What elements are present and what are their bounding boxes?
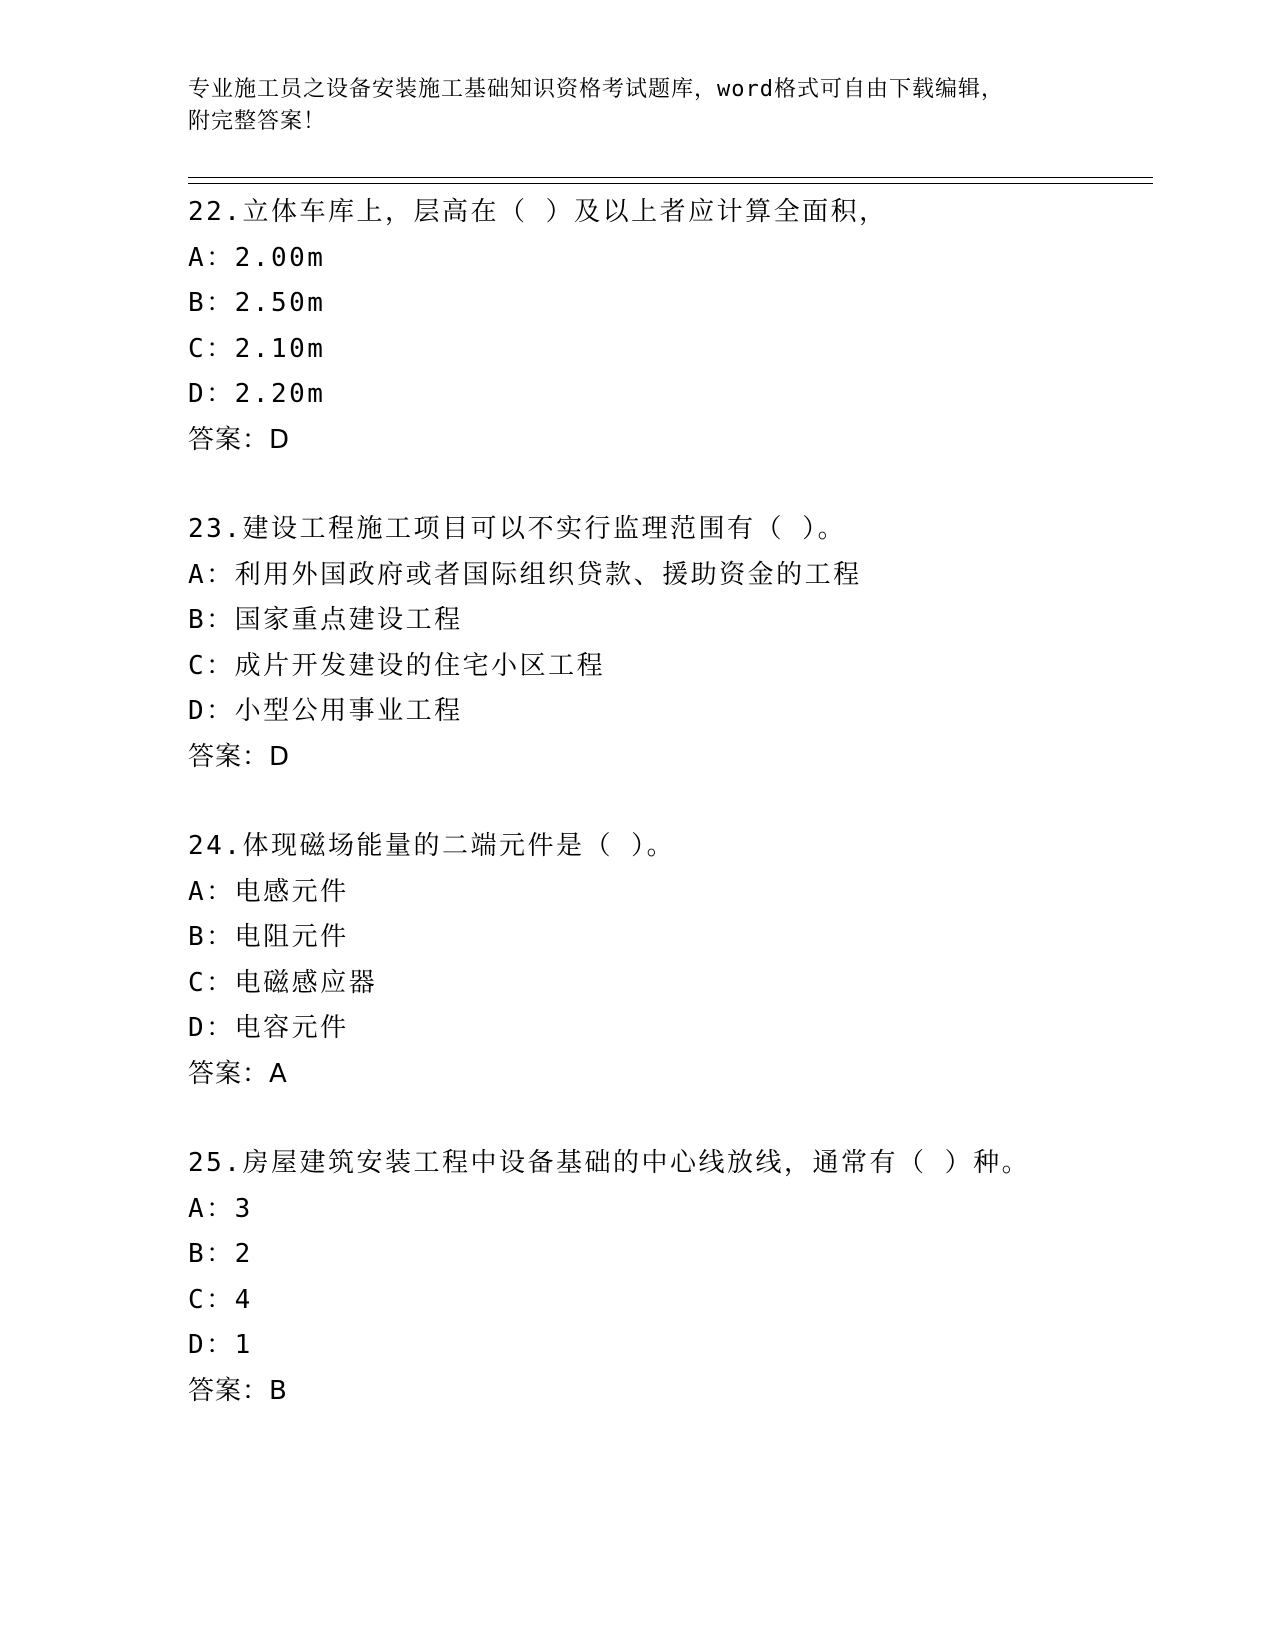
option-a: A：2.00m: [188, 242, 326, 273]
header-line-2: 附完整答案！: [188, 109, 327, 134]
option-a: A：利用外国政府或者国际组织贷款、援助资金的工程: [188, 559, 862, 590]
question-gap: [188, 780, 1153, 824]
question-24: [188, 824, 1153, 1097]
option-b: B：2: [188, 1239, 253, 1269]
question-22: [188, 190, 1153, 463]
option-b: B：国家重点建设工程: [188, 605, 463, 635]
header-divider-bottom: [188, 183, 1153, 184]
answer-line: 答案：A: [188, 1058, 288, 1089]
header-divider-top: [188, 177, 1153, 178]
question-stem: 23.建设工程施工项目可以不实行监理范围有（ ）。: [188, 514, 847, 544]
option-a: A：电感元件: [188, 876, 349, 907]
option-c: C：4: [188, 1284, 253, 1315]
answer-line: 答案：D: [188, 741, 291, 772]
question-stem: 25.房屋建筑安装工程中设备基础的中心线放线，通常有（ ）种。: [188, 1148, 1031, 1178]
option-c: C：成片开发建设的住宅小区工程: [188, 650, 606, 681]
question-stem: 22.立体车库上，层高在（ ）及以上者应计算全面积，: [188, 197, 888, 227]
option-b: B：电阻元件: [188, 922, 349, 952]
question-23: [188, 507, 1153, 780]
answer-line: 答案：B: [188, 1375, 288, 1406]
option-a: A：3: [188, 1193, 253, 1224]
question-list: [188, 190, 1153, 1414]
option-c: C：电磁感应器: [188, 967, 378, 998]
answer-line: 答案：D: [188, 424, 291, 455]
option-d: D：电容元件: [188, 1013, 349, 1043]
option-d: D：1: [188, 1330, 253, 1360]
option-d: D：2.20m: [188, 379, 326, 409]
header-line-1: 专业施工员之设备安装施工基础知识资格考试题库，word格式可自由下载编辑，: [188, 77, 1004, 102]
option-d: D：小型公用事业工程: [188, 696, 463, 726]
question-gap: [188, 1097, 1153, 1141]
question-gap: [188, 463, 1153, 507]
option-c: C：2.10m: [188, 333, 326, 364]
question-stem: 24.体现磁场能量的二端元件是（ ）。: [188, 831, 676, 861]
option-b: B：2.50m: [188, 288, 326, 318]
document-header: [188, 74, 1088, 138]
question-25: [188, 1141, 1153, 1414]
